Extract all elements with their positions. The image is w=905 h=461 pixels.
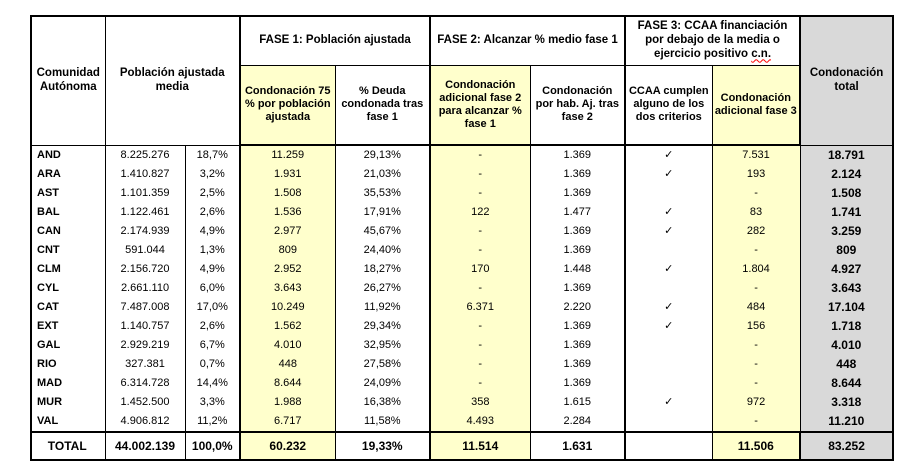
cell-condonacion-fase1: 1.536 xyxy=(240,203,335,222)
cell-condonacion-total: 4.010 xyxy=(800,336,893,355)
subheader-condonacion-75: Condonación 75 % por población ajustada xyxy=(240,65,335,145)
cell-comunidad-code: AST xyxy=(31,184,105,203)
cell-pct-deuda-fase1: 35,53% xyxy=(335,184,430,203)
cell-condonacion-por-hab: 1.369 xyxy=(530,222,625,241)
cell-condonacion-total: 17.104 xyxy=(800,298,893,317)
cell-condonacion-por-hab: 1.369 xyxy=(530,355,625,374)
cell-condonacion-total: 18.791 xyxy=(800,145,893,165)
table-row xyxy=(31,241,893,260)
cell-condonacion-total: 1.718 xyxy=(800,317,893,336)
cell-condonacion-total: 4.927 xyxy=(800,260,893,279)
cell-poblacion: 2.661.110 xyxy=(105,279,185,298)
check-icon: ✓ xyxy=(664,320,674,333)
cell-condonacion-adicional-fase3: - xyxy=(712,374,800,393)
cell-pct-deuda-fase1: 17,91% xyxy=(335,203,430,222)
table-row xyxy=(31,412,893,432)
cell-condonacion-fase1: 8.644 xyxy=(240,374,335,393)
total-check-cell xyxy=(625,432,712,460)
cell-poblacion: 1.452.500 xyxy=(105,393,185,412)
header-condonacion-total: Condonación total xyxy=(800,16,893,145)
cell-comunidad-code: CLM xyxy=(31,260,105,279)
cell-condonacion-fase1: 1.508 xyxy=(240,184,335,203)
cell-pct-deuda-fase1: 24,40% xyxy=(335,241,430,260)
cell-condonacion-fase1: 2.977 xyxy=(240,222,335,241)
header-poblacion-ajustada-media: Población ajustada media xyxy=(105,16,240,145)
cell-comunidad-code: CNT xyxy=(31,241,105,260)
cell-poblacion-pct: 18,7% xyxy=(185,145,240,165)
table-row xyxy=(31,393,893,412)
cell-condonacion-fase1: 448 xyxy=(240,355,335,374)
table-row xyxy=(31,355,893,374)
cell-poblacion: 4.906.812 xyxy=(105,412,185,432)
table-row xyxy=(31,298,893,317)
cell-pct-deuda-fase1: 29,34% xyxy=(335,317,430,336)
cell-condonacion-total: 3.259 xyxy=(800,222,893,241)
cell-condonacion-fase1: 1.988 xyxy=(240,393,335,412)
cell-comunidad-code: CAN xyxy=(31,222,105,241)
check-icon: ✓ xyxy=(664,301,674,314)
subheader-condonacion-adicional-fase3: Condonación adicional fase 3 xyxy=(712,65,800,145)
cell-comunidad-code: AND xyxy=(31,145,105,165)
cell-poblacion-pct: 6,7% xyxy=(185,336,240,355)
cell-comunidad-code: VAL xyxy=(31,412,105,432)
cell-condonacion-fase1: 11.259 xyxy=(240,145,335,165)
subheader-condonacion-adicional-fase2: Condonación adicional fase 2 para alcanzar % fase 1 xyxy=(430,65,530,145)
cell-condonacion-adicional-fase3: 1.804 xyxy=(712,260,800,279)
cell-condonacion-adicional-fase3: 193 xyxy=(712,165,800,184)
cell-poblacion: 1.140.757 xyxy=(105,317,185,336)
cell-poblacion-pct: 17,0% xyxy=(185,298,240,317)
cell-poblacion-pct: 14,4% xyxy=(185,374,240,393)
cell-condonacion-fase1: 3.643 xyxy=(240,279,335,298)
cell-condonacion-por-hab: 1.369 xyxy=(530,165,625,184)
table-row xyxy=(31,184,893,203)
cell-condonacion-adicional-fase3: - xyxy=(712,412,800,432)
total-pct-deuda-fase1: 19,33% xyxy=(335,432,430,460)
cell-pct-deuda-fase1: 32,95% xyxy=(335,336,430,355)
cell-condonacion-total: 1.508 xyxy=(800,184,893,203)
table-row xyxy=(31,222,893,241)
cell-condonacion-total: 3.643 xyxy=(800,279,893,298)
table-row xyxy=(31,317,893,336)
cell-condonacion-adicional-fase2: - xyxy=(430,374,530,393)
cell-condonacion-fase1: 1.562 xyxy=(240,317,335,336)
total-poblacion-pct: 100,0% xyxy=(185,432,240,460)
table-row xyxy=(31,279,893,298)
table-body xyxy=(31,145,893,432)
cell-condonacion-adicional-fase3: 972 xyxy=(712,393,800,412)
subheader-pct-deuda-fase1: % Deuda condonada tras fase 1 xyxy=(335,65,430,145)
cell-condonacion-adicional-fase2: 6.371 xyxy=(430,298,530,317)
cell-condonacion-total: 1.741 xyxy=(800,203,893,222)
cell-condonacion-total: 809 xyxy=(800,241,893,260)
header-fase-3 xyxy=(625,16,800,65)
cell-pct-deuda-fase1: 45,67% xyxy=(335,222,430,241)
table-row xyxy=(31,260,893,279)
cell-condonacion-por-hab: 1.369 xyxy=(530,279,625,298)
cell-condonacion-adicional-fase2: - xyxy=(430,279,530,298)
cell-condonacion-total: 448 xyxy=(800,355,893,374)
cell-poblacion-pct: 2,6% xyxy=(185,203,240,222)
table-row xyxy=(31,374,893,393)
cell-poblacion-pct: 4,9% xyxy=(185,260,240,279)
cell-poblacion: 2.156.720 xyxy=(105,260,185,279)
cell-condonacion-adicional-fase2: - xyxy=(430,165,530,184)
check-icon: ✓ xyxy=(664,396,674,409)
cell-poblacion: 1.410.827 xyxy=(105,165,185,184)
cell-condonacion-adicional-fase2: - xyxy=(430,317,530,336)
cell-poblacion-pct: 11,2% xyxy=(185,412,240,432)
cell-condonacion-por-hab: 1.369 xyxy=(530,336,625,355)
cell-pct-deuda-fase1: 16,38% xyxy=(335,393,430,412)
cell-poblacion-pct: 2,6% xyxy=(185,317,240,336)
cell-condonacion-adicional-fase2: - xyxy=(430,336,530,355)
cell-condonacion-adicional-fase3: 83 xyxy=(712,203,800,222)
cell-condonacion-adicional-fase3: 7.531 xyxy=(712,145,800,165)
header-fase-3-text: FASE 3: CCAA financiación por debajo de la media o ejercicio positivo xyxy=(637,20,788,60)
cell-poblacion-pct: 1,3% xyxy=(185,241,240,260)
cell-condonacion-adicional-fase3: - xyxy=(712,336,800,355)
cell-comunidad-code: RIO xyxy=(31,355,105,374)
cell-poblacion-pct: 2,5% xyxy=(185,184,240,203)
cell-condonacion-adicional-fase2: 4.493 xyxy=(430,412,530,432)
cell-comunidad-code: CYL xyxy=(31,279,105,298)
cell-comunidad-code: CAT xyxy=(31,298,105,317)
cell-poblacion: 2.929.219 xyxy=(105,336,185,355)
cell-poblacion-pct: 4,9% xyxy=(185,222,240,241)
total-condonacion-adicional-fase2: 11.514 xyxy=(430,432,530,460)
cell-poblacion: 7.487.008 xyxy=(105,298,185,317)
cell-condonacion-total: 11.210 xyxy=(800,412,893,432)
cell-poblacion: 8.225.276 xyxy=(105,145,185,165)
cell-comunidad-code: MUR xyxy=(31,393,105,412)
header-fase-3-cn-spellcheck: c.n. xyxy=(751,47,772,60)
cell-condonacion-fase1: 2.952 xyxy=(240,260,335,279)
total-condonacion-fase1: 60.232 xyxy=(240,432,335,460)
cell-poblacion: 6.314.728 xyxy=(105,374,185,393)
check-icon: ✓ xyxy=(664,149,674,162)
subheader-condonacion-por-hab: Condonación por hab. Aj. tras fase 2 xyxy=(530,65,625,145)
cell-comunidad-code: GAL xyxy=(31,336,105,355)
cell-condonacion-adicional-fase2: - xyxy=(430,355,530,374)
total-condonacion-adicional-fase3: 11.506 xyxy=(712,432,800,460)
cell-condonacion-por-hab: 1.448 xyxy=(530,260,625,279)
cell-poblacion-pct: 0,7% xyxy=(185,355,240,374)
cell-comunidad-code: ARA xyxy=(31,165,105,184)
cell-condonacion-por-hab: 1.369 xyxy=(530,317,625,336)
cell-condonacion-total: 3.318 xyxy=(800,393,893,412)
check-icon: ✓ xyxy=(664,263,674,276)
cell-condonacion-adicional-fase2: - xyxy=(430,145,530,165)
cell-condonacion-adicional-fase3: - xyxy=(712,184,800,203)
cell-condonacion-adicional-fase2: - xyxy=(430,241,530,260)
cell-pct-deuda-fase1: 27,58% xyxy=(335,355,430,374)
cell-condonacion-fase1: 4.010 xyxy=(240,336,335,355)
cell-condonacion-adicional-fase2: 122 xyxy=(430,203,530,222)
cell-poblacion-pct: 6,0% xyxy=(185,279,240,298)
cell-pct-deuda-fase1: 29,13% xyxy=(335,145,430,165)
cell-poblacion: 327.381 xyxy=(105,355,185,374)
cell-poblacion-pct: 3,3% xyxy=(185,393,240,412)
cell-comunidad-code: BAL xyxy=(31,203,105,222)
cell-condonacion-fase1: 6.717 xyxy=(240,412,335,432)
check-icon: ✓ xyxy=(664,225,674,238)
cell-condonacion-adicional-fase2: - xyxy=(430,184,530,203)
total-condonacion-total: 83.252 xyxy=(800,432,893,460)
cell-condonacion-fase1: 809 xyxy=(240,241,335,260)
cell-condonacion-adicional-fase2: - xyxy=(430,222,530,241)
cell-condonacion-por-hab: 1.369 xyxy=(530,145,625,165)
cell-poblacion: 591.044 xyxy=(105,241,185,260)
cell-poblacion-pct: 3,2% xyxy=(185,165,240,184)
total-label: TOTAL xyxy=(31,432,105,460)
cell-pct-deuda-fase1: 18,27% xyxy=(335,260,430,279)
total-row xyxy=(31,432,893,460)
header-fase-1: FASE 1: Población ajustada xyxy=(240,16,430,65)
condonacion-table xyxy=(30,15,894,461)
cell-condonacion-fase1: 10.249 xyxy=(240,298,335,317)
cell-condonacion-adicional-fase3: - xyxy=(712,241,800,260)
cell-condonacion-total: 8.644 xyxy=(800,374,893,393)
header-fase-2: FASE 2: Alcanzar % medio fase 1 xyxy=(430,16,625,65)
cell-condonacion-por-hab: 1.369 xyxy=(530,184,625,203)
subheader-ccaa-criterios: CCAA cumplen alguno de los dos criterios xyxy=(625,65,712,145)
cell-pct-deuda-fase1: 11,92% xyxy=(335,298,430,317)
cell-condonacion-adicional-fase3: 484 xyxy=(712,298,800,317)
cell-condonacion-total: 2.124 xyxy=(800,165,893,184)
cell-poblacion: 1.122.461 xyxy=(105,203,185,222)
cell-condonacion-adicional-fase2: 170 xyxy=(430,260,530,279)
table-row xyxy=(31,165,893,184)
cell-condonacion-adicional-fase3: 156 xyxy=(712,317,800,336)
cell-condonacion-por-hab: 1.477 xyxy=(530,203,625,222)
cell-condonacion-por-hab: 1.615 xyxy=(530,393,625,412)
cell-poblacion: 2.174.939 xyxy=(105,222,185,241)
table-row xyxy=(31,336,893,355)
header-comunidad-autonoma: Comunidad Autónoma xyxy=(31,16,105,145)
cell-condonacion-fase1: 1.931 xyxy=(240,165,335,184)
cell-poblacion: 1.101.359 xyxy=(105,184,185,203)
cell-comunidad-code: MAD xyxy=(31,374,105,393)
total-condonacion-por-hab: 1.631 xyxy=(530,432,625,460)
cell-condonacion-por-hab: 1.369 xyxy=(530,374,625,393)
check-icon: ✓ xyxy=(664,206,674,219)
table-row xyxy=(31,203,893,222)
cell-condonacion-por-hab: 2.220 xyxy=(530,298,625,317)
cell-condonacion-por-hab: 2.284 xyxy=(530,412,625,432)
cell-pct-deuda-fase1: 24,09% xyxy=(335,374,430,393)
cell-condonacion-adicional-fase3: - xyxy=(712,355,800,374)
cell-pct-deuda-fase1: 26,27% xyxy=(335,279,430,298)
cell-comunidad-code: EXT xyxy=(31,317,105,336)
cell-condonacion-por-hab: 1.369 xyxy=(530,241,625,260)
cell-pct-deuda-fase1: 11,58% xyxy=(335,412,430,432)
total-poblacion: 44.002.139 xyxy=(105,432,185,460)
check-icon: ✓ xyxy=(664,168,674,181)
cell-condonacion-adicional-fase3: - xyxy=(712,279,800,298)
cell-condonacion-adicional-fase3: 282 xyxy=(712,222,800,241)
table-row xyxy=(31,145,893,165)
cell-pct-deuda-fase1: 21,03% xyxy=(335,165,430,184)
cell-condonacion-adicional-fase2: 358 xyxy=(430,393,530,412)
